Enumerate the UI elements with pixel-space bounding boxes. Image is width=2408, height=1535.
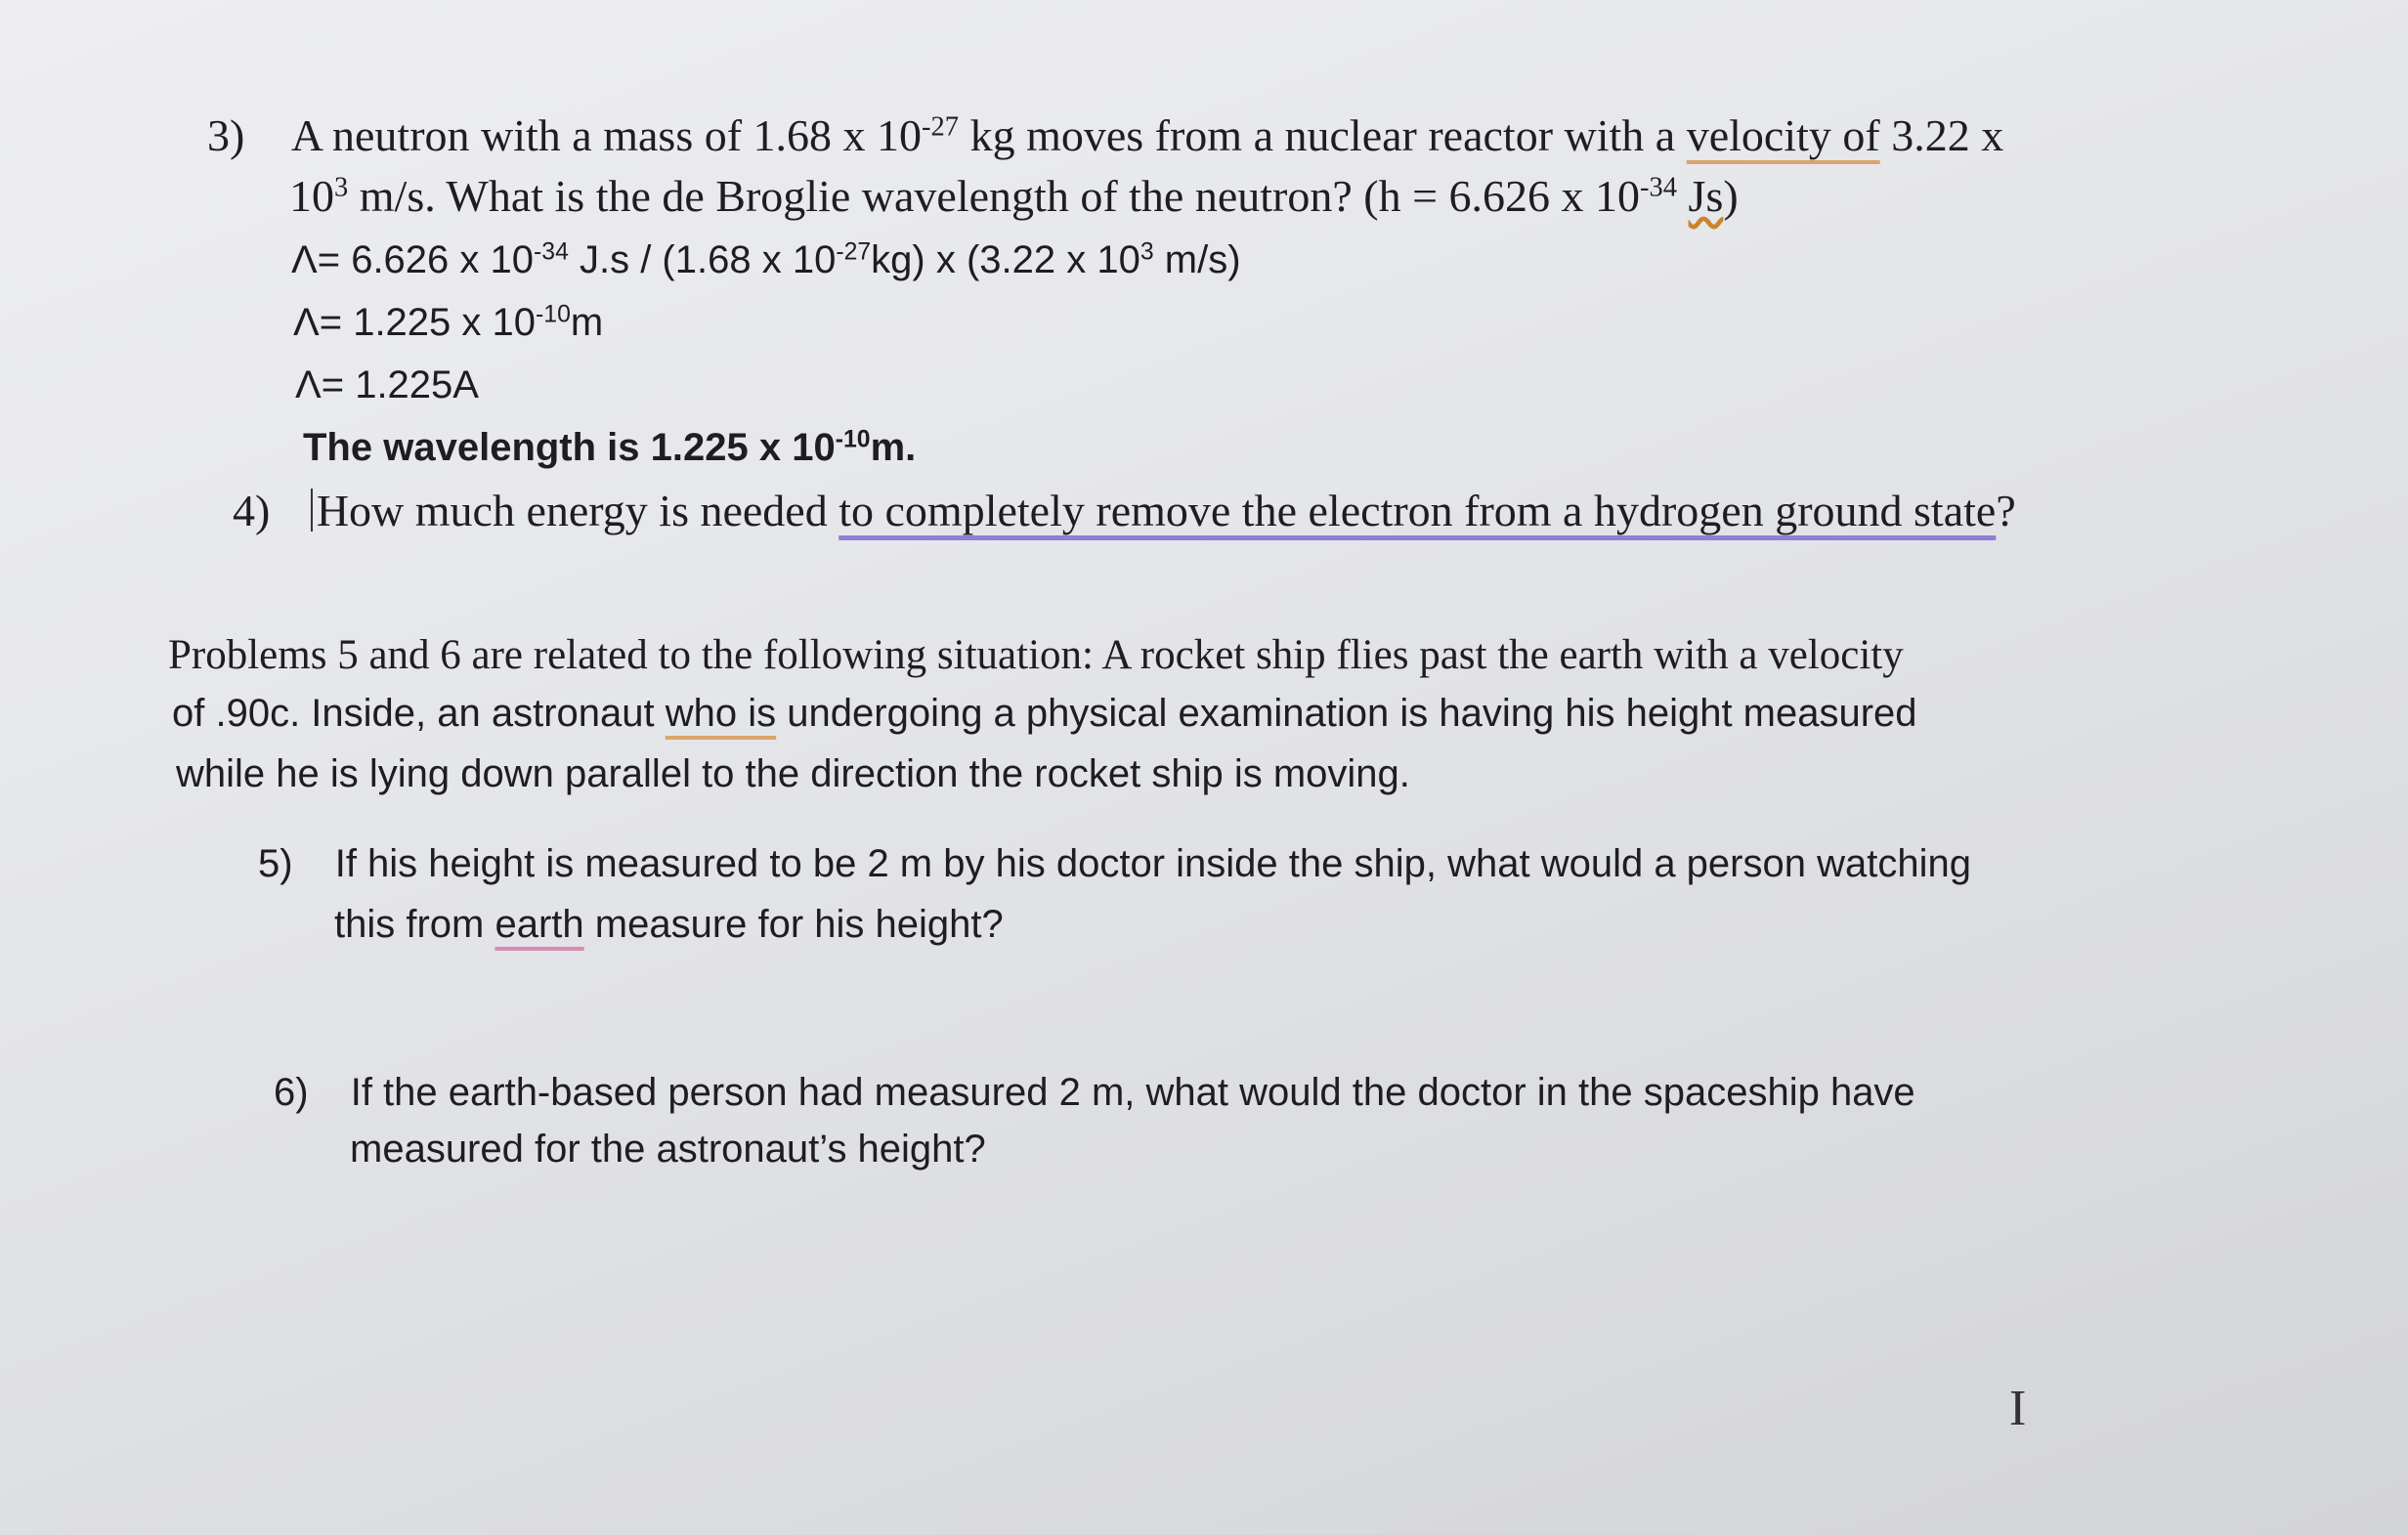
question-5-number: 5) xyxy=(258,842,293,885)
question-4-number: 4) xyxy=(233,486,271,535)
velocity-underline: velocity of xyxy=(1686,110,1880,160)
question-4[interactable]: 4) How much energy is needed to completely remove the electron from a hydrogen ground state? xyxy=(233,486,2016,535)
answer-line: The wavelength is 1.225 x $10^{-10}m$. xyxy=(303,426,917,469)
intro-line-2: of .90c. Inside, an astronaut who is undergoing a physical examination is having his height measured xyxy=(172,692,1917,735)
question-3-line-2: $10^3$ m/s. What is the de Broglie wavelength of the neutron? (h = 6.626 x $10^{-34}$ Js) xyxy=(289,171,1739,221)
ibeam-cursor-icon: I xyxy=(2009,1381,2027,1436)
question-6-line-2: measured for the astronaut’s height? xyxy=(350,1128,986,1171)
question-5-line-2: this from earth measure for his height? xyxy=(334,903,1004,946)
text-caret xyxy=(311,489,313,532)
calc-line-3: Λ= 1.225A xyxy=(295,363,479,406)
intro-line-3: while he is lying down parallel to the direction the rocket ship is moving. xyxy=(176,752,1410,795)
highlight-underline: to completely remove the electron from a hydrogen ground state xyxy=(838,486,1997,535)
intro-line-1: Problems 5 and 6 are related to the following situation: A rocket ship flies past the earth with a velocity xyxy=(168,632,1904,678)
question-3-line-1: 3) A neutron with a mass of 1.68 x $10^{-27}$ kg moves from a nuclear reactor with a velocity of 3.22 x xyxy=(207,110,2004,160)
question-3-number: 3) xyxy=(207,110,245,160)
calc-line-2: Λ= 1.225 x $10^{-10}m$ xyxy=(293,301,604,344)
question-6-line-1: 6) If the earth-based person had measured 2 m, what would the doctor in the spaceship have xyxy=(274,1071,1915,1114)
question-6-number: 6) xyxy=(274,1071,309,1114)
spellcheck-js: Js xyxy=(1688,171,1724,221)
calc-line-1: Λ= 6.626 x $10^{-34}$ J.s / (1.68 x $10^{-27}kg$) x (3.22 x $10^3$ m/s) xyxy=(291,238,1241,281)
question-5-line-1: 5) If his height is measured to be 2 m by his doctor inside the ship, what would a person watching xyxy=(258,842,1971,885)
